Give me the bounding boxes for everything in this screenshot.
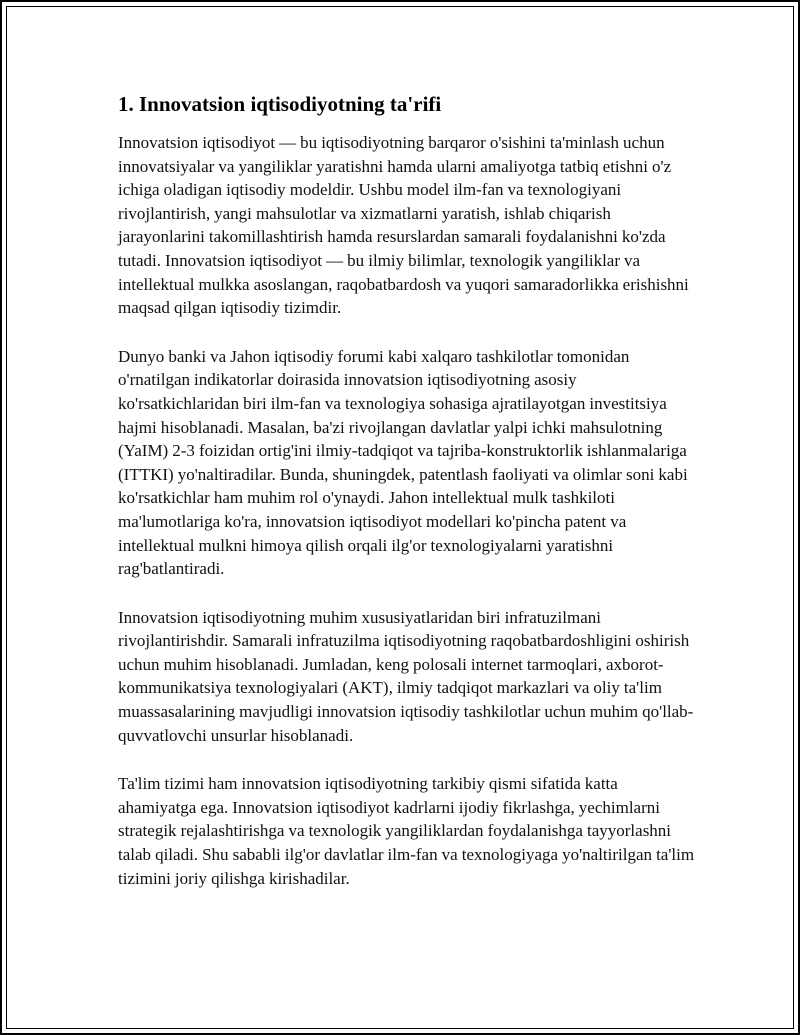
section-heading: 1. Innovatsion iqtisodiyotning ta'rifi	[118, 92, 442, 116]
document-body	[118, 90, 698, 915]
paragraph-indicators: Dunyo banki va Jahon iqtisodiy forumi kabi xalqaro tashkilotlar tomonidan o'rnatilgan indikatorlar doirasida innovatsion iqtisodiyotning asosiy ko'rsatkichlaridan biri ilm-fan va texnologiya sohasiga ajratilayotgan investitsiya hajmi hisoblanadi. Masalan, ba'zi rivojlangan davlatlar yalpi ichki mahsulotning (YaIM) 2-3 foizidan ortig'ini ilmiy-tadqiqot va tajriba-konstruktorlik ishlanmalariga (ITTKI) yo'naltiradilar. Bunda, shuningdek, patentlash faoliyati va olimlar soni kabi ko'rsatkichlar ham muhim rol o'ynaydi. Jahon intellektual mulk tashkiloti ma'lumotlariga ko'ra, innovatsion iqtisodiyot modellari ko'pincha patent va intellektual mulkni himoya qilish orqali ilg'or texnologiyalarni yaratishni rag'batlantiradi.	[118, 346, 688, 579]
paragraph-education: Ta'lim tizimi ham innovatsion iqtisodiyotning tarkibiy qismi sifatida katta ahamiyatga ega. Innovatsion iqtisodiyot kadrlarni ijodiy fikrlashga, yechimlarni strategik rejalashtirishga va texnologik yangiliklardan foydalanishga tayyorlashni talab qiladi. Shu sababli ilg'or davlatlar ilm-fan va texnologiyaga yo'naltirilgan ta'lim tizimini joriy qilishga kirishadilar.	[118, 774, 695, 888]
paragraph-definition: Innovatsion iqtisodiyot — bu iqtisodiyotning barqaror o'sishini ta'minlash uchun innovatsiyalar va yangiliklar yaratishni hamda ularni amaliyotga tatbiq etishni o'z ichiga oladigan iqtisodiy modeldir. Ushbu model ilm-fan va texnologiyani rivojlantirish, yangi mahsulotlar va xizmatlarni yaratish, ishlab chiqarish jarayonlarini takomillashtirish hamda resurslardan samarali foydalanishni ko'zda tutadi. Innovatsion iqtisodiyot — bu ilmiy bilimlar, texnologik yangiliklar va intellektual mulkka asoslangan, raqobatbardosh va yuqori samaradorlikka erishishni maqsad qilgan iqtisodiy tizimdir.	[118, 133, 689, 318]
paragraph-infrastructure: Innovatsion iqtisodiyotning muhim xususiyatlaridan biri infratuzilmani rivojlantirishdir. Samarali infratuzilma iqtisodiyotning raqobatbardoshligini oshirish uchun muhim hisoblanadi. Jumladan, keng polosali internet tarmoqlari, axborot-kommunikatsiya texnologiyalari (AKT), ilmiy tadqiqot markazlari va oliy ta'lim muassasalarining mavjudligi innovatsion iqtisodiy tashkilotlar uchun muhim qo'llab-quvvatlovchi unsurlar hisoblanadi.	[118, 607, 694, 745]
